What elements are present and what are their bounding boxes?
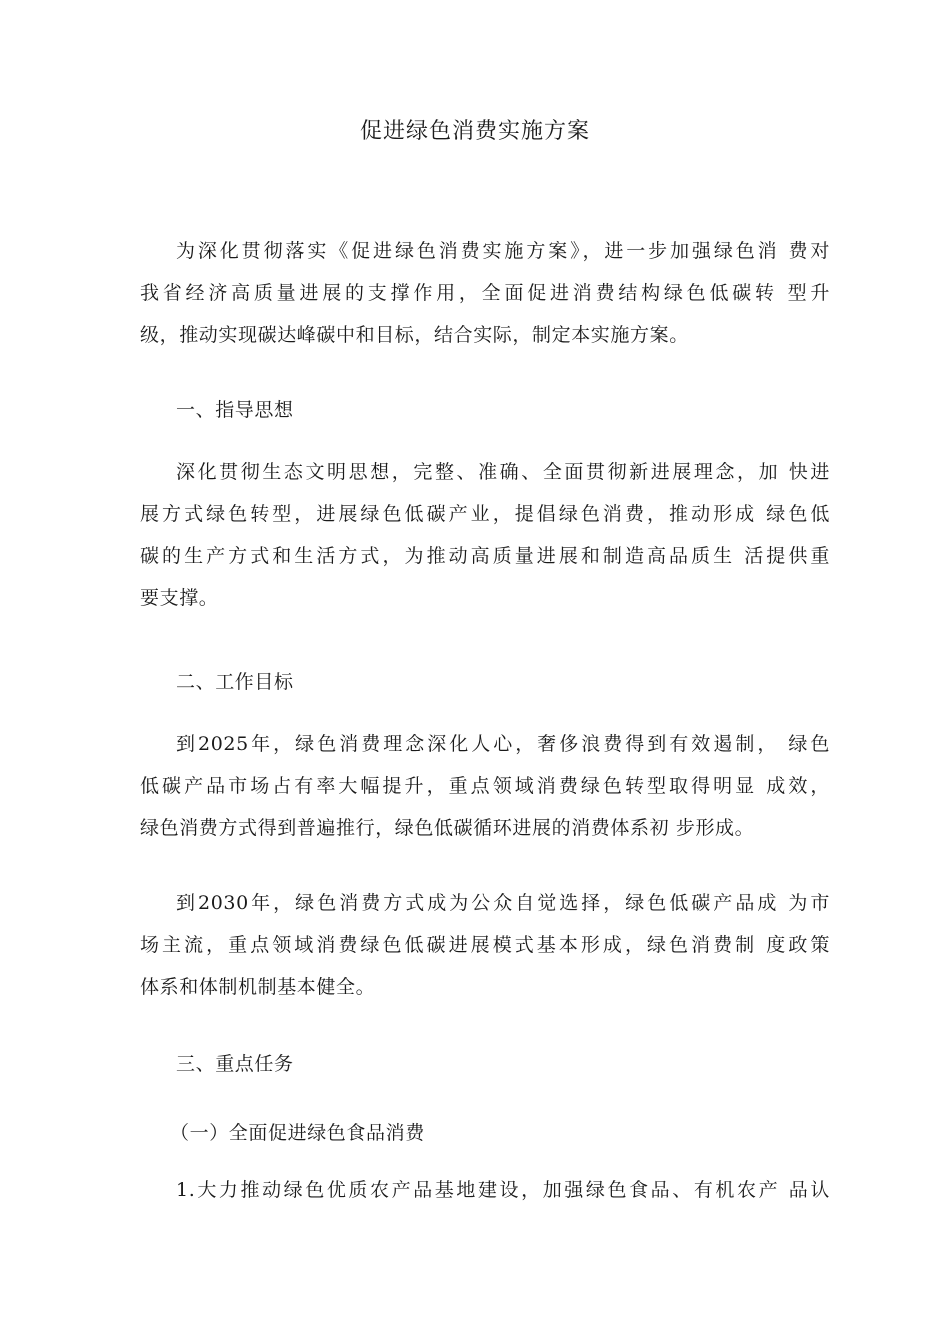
- section3-sub1: （一）全面促进绿色食品消费: [170, 1122, 425, 1144]
- section1-line-1: 深化贯彻生态文明思想，完整、准确、全面贯彻新进展理念，加 快进: [176, 461, 830, 483]
- section1-paragraph: [140, 451, 830, 619]
- section2-paragraph-1: [140, 723, 830, 849]
- intro-paragraph: [140, 230, 830, 356]
- intro-line-3: 级，推动实现碳达峰碳中和目标，结合实际，制定本实施方案。: [140, 324, 689, 346]
- section1-line-3: 碳的生产方式和生活方式，为推动高质量进展和制造高品质生 活提供重: [140, 545, 830, 567]
- section3-item1-line-1: 1.大力推动绿色优质农产品基地建设，加强绿色食品、有机农产 品认: [176, 1179, 830, 1201]
- section-heading-work-goals: [140, 661, 830, 703]
- section3-item-1: [140, 1169, 830, 1211]
- section1-line-4: 要支撑。: [140, 587, 219, 609]
- section2-p2-line-1: 到2030年，绿色消费方式成为公众自觉选择，绿色低碳产品成 为市: [176, 892, 830, 914]
- section3-heading: 三、重点任务: [176, 1053, 294, 1075]
- section1-line-2: 展方式绿色转型，进展绿色低碳产业，提倡绿色消费，推动形成 绿色低: [140, 503, 830, 525]
- section2-p1-line-3: 绿色消费方式得到普遍推行，绿色低碳循环进展的消费体系初 步形成。: [140, 817, 755, 839]
- subsection-heading-green-food: [140, 1112, 830, 1154]
- section2-p2-line-2: 场主流，重点领域消费绿色低碳进展模式基本形成，绿色消费制 度政策: [140, 934, 830, 956]
- section-heading-guiding-ideology: [140, 389, 830, 431]
- section-heading-key-tasks: [140, 1043, 830, 1085]
- section2-paragraph-2: [140, 882, 830, 1008]
- intro-line-1: 为深化贯彻落实《促进绿色消费实施方案》，进一步加强绿色消 费对: [176, 240, 830, 262]
- section2-p1-line-1: 到2025年，绿色消费理念深化人心，奢侈浪费得到有效遏制， 绿色: [176, 733, 830, 755]
- document-title: 促进绿色消费实施方案: [359, 119, 590, 144]
- section2-p1-line-2: 低碳产品市场占有率大幅提升，重点领域消费绿色转型取得明显 成效，: [140, 775, 830, 797]
- section2-heading: 二、工作目标: [176, 671, 294, 693]
- section1-heading: 一、指导思想: [176, 399, 294, 421]
- intro-line-2: 我省经济高质量进展的支撑作用，全面促进消费结构绿色低碳转 型升: [140, 282, 830, 304]
- section2-p2-line-3: 体系和体制机制基本健全。: [140, 976, 376, 998]
